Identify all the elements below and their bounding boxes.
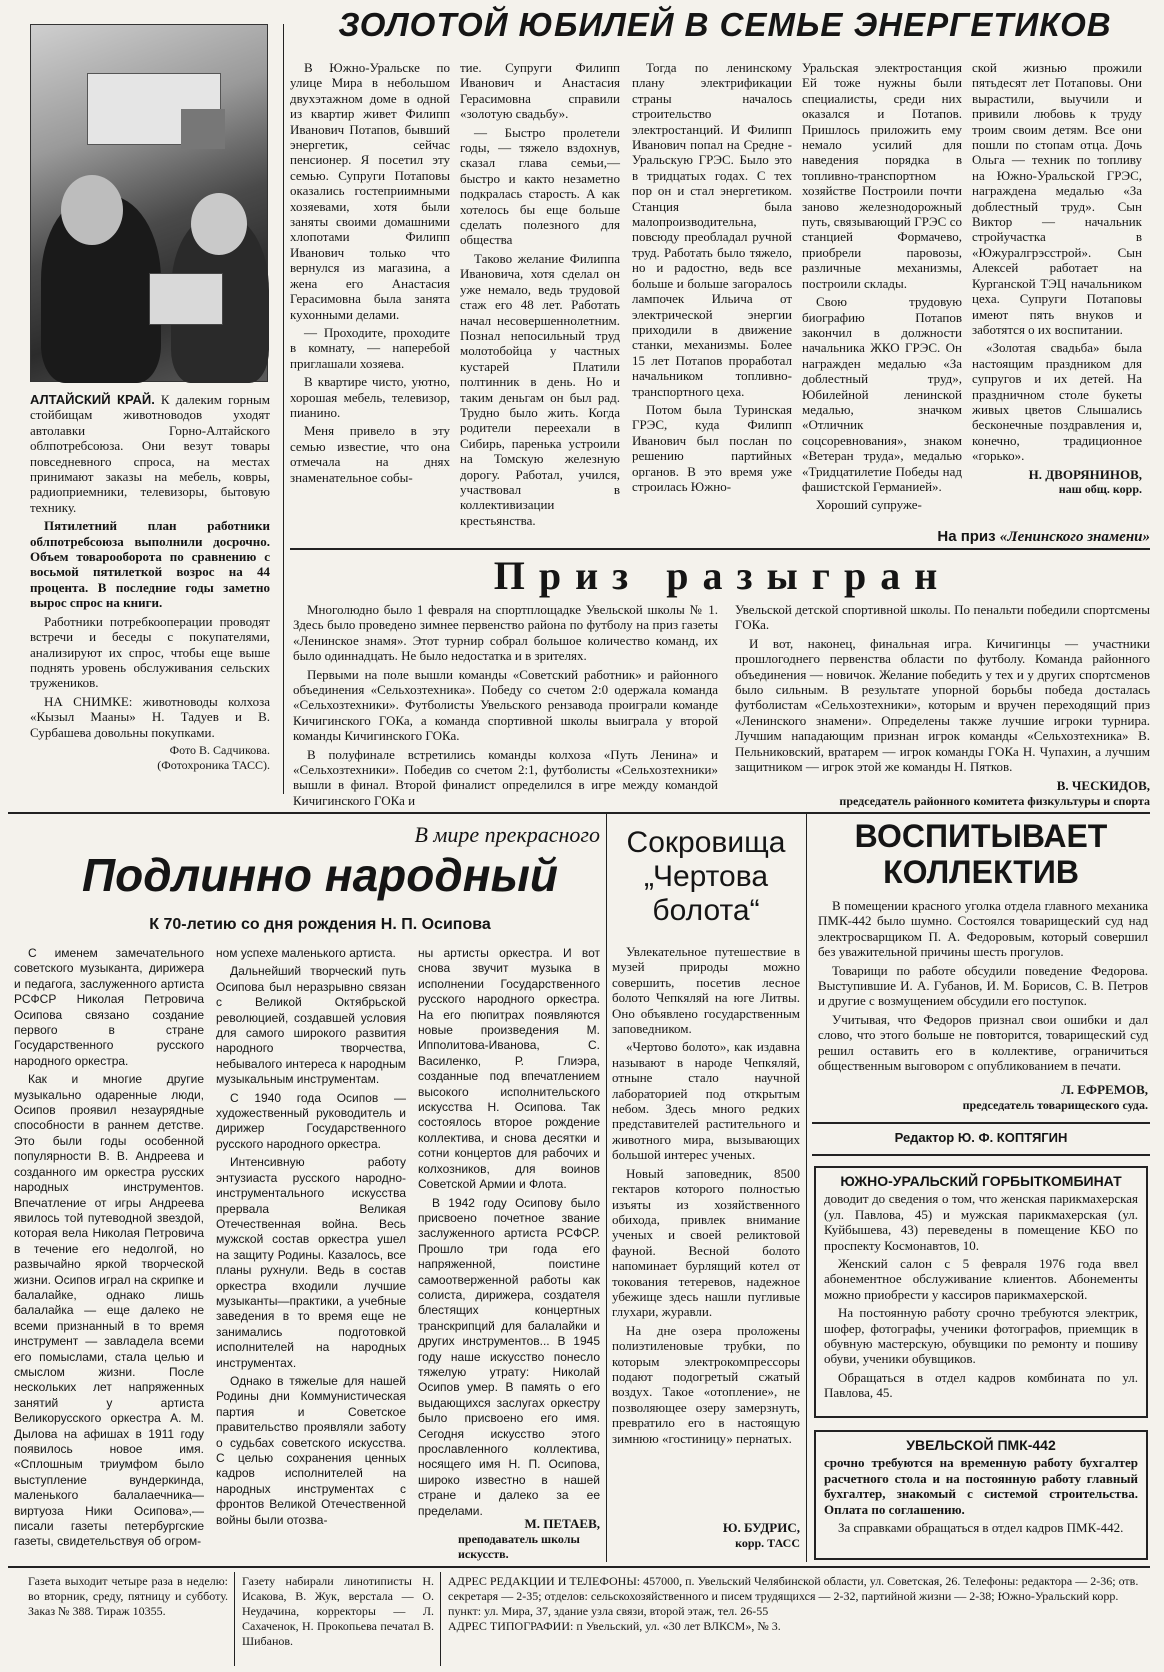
caption-p4: НА СНИМКЕ: животноводы колхоза «Кызыл Мааны» Н. Тадуев и В. Сурбашева довольны покупками. [30, 693, 270, 740]
osipov-signature: М. ПЕТАЕВ, [524, 1516, 600, 1531]
prize-c2-p2: И вот, наконец, финальная игра. Кичигинцы — участники прошлогоднего первенства области по футболу. Команда районного объединения — новичок. Желание победить у тех и у других спортсменов было сильным. В результате упорной борьбы победа досталась футболистам «Сельхозтехники», которым и вручен переходящий приз «Ленинского знамени». Определены также лучшие игроки турнира. Лучшим нападающим признан игрок команды «Сельхозтехника» В. Пельниковский, вратарем — игрок команды ГОКа Н. Чупахин, а лучшим защитником — игрок этой же команды Н. Пятков. [735, 635, 1150, 775]
caption-credit-2: (Фотохроника ТАСС). [157, 758, 270, 773]
golden-c2-p1: тие. Супруги Филипп Иванович и Анастасия Герасимовна справили «золотую свадьбу». [460, 60, 620, 122]
prize-signature-block [735, 778, 1150, 814]
osipov-col-1 [14, 946, 204, 1558]
collective-signature-block [818, 1082, 1148, 1118]
ad-gorbytkombinat [814, 1166, 1148, 1418]
golden-c1-p4: Меня привело в эту семью известие, что она отмечала на днях знаменательное собы- [290, 423, 450, 485]
osipov-c2-p1: ном успехе маленького артиста. [216, 946, 396, 960]
collective-title [812, 818, 1150, 898]
ad1-p3: На постоянную работу срочно требуются электрик, шофер, фотографы, ученики фотографов, приемщик в обувную мастерскую, обувщики по ремонту и пошиву обуви, ученики обувщиков. [824, 1305, 1138, 1367]
footer-editorial-address: АДРЕС РЕДАКЦИИ И ТЕЛЕФОНЫ: 457000, п. Увельский Челябинской области, ул. Советская, 26. Телефоны: редактора — 2-36; отв. секретаря — 2-35; отделов: сельскохозяйственного и писем трудящихся — 2-32, партийной жизни — 2-38; Южно-Уральский корр. пункт: ул. Мира, 37, здание узла связи, второй этаж, тел. 26-55 [448, 1574, 1139, 1618]
treasures-signature-block [612, 1520, 800, 1560]
golden-signature: Н. ДВОРЯНИНОВ, [1028, 466, 1142, 482]
golden-headline: ЗОЛОТОЙ ЮБИЛЕЙ В СЕМЬЕ ЭНЕРГЕТИКОВ [338, 6, 1112, 43]
footer-divider-2 [440, 1572, 441, 1666]
footer-printing-address: АДРЕС ТИПОГРАФИИ: п Увельский, ул. «30 лет ВЛКСМ», № 3. [448, 1619, 781, 1633]
osipov-signature-role: преподаватель школы искусств. [458, 1532, 580, 1561]
golden-col-1 [290, 60, 450, 515]
osipov-c2-p2: Дальнейший творческий путь Осипова был неразрывно связан с Великой Октябрьской революцией, создавшей условия для самого широкого развития народного творчества, небывалого интереса к народным музыкальным инструментам. [216, 964, 406, 1087]
divider-photo [283, 24, 284, 794]
golden-col-3 [632, 60, 792, 515]
ad2-p1: срочно требуются на временную работу бухгалтер расчетного стола и на постоянную работу главный бухгалтер, знакомый с системой строительства. Оплата по соглашению. [824, 1455, 1138, 1517]
golden-col-5 [972, 60, 1142, 530]
osipov-rubric: В мире прекрасного [414, 822, 600, 847]
ad2-title: УВЕЛЬСКОЙ ПМК-442 [906, 1437, 1056, 1453]
treasures-title [612, 826, 800, 936]
caption-p2: Пятилетний план работники облпотребсоюза выполнили досрочно. Объем товарооборота по сравнению с восьмой пятилеткой возрос на 44 процента. В последние годы заметно вырос спрос на книги. [30, 518, 270, 611]
golden-c4-p2: Свою трудовую биографию Потапов закончил в должности начальника ЖКО ГРЭС. Он награжден медалью «За доблестный труд», Юбилейной ленинской медалью, значком «Отличник соцсоревнования», знаком «Ветеран труда», медалью «Тридцатилетие Победы над фашистской Германией». [802, 294, 962, 494]
osipov-c2-p5: Однако в тяжелые для нашей Родины дни Коммунистическая партия и Советское правительство проявляли заботу о судьбах советского искусства. С целью сохранения ценных кадров исполнителей на народных инструментах с фронтов Великой Отечественной войны были отозва- [216, 1373, 406, 1527]
purchase-box [149, 273, 223, 325]
prize-top-rule [290, 548, 1150, 550]
osipov-c3-p2: В 1942 году Осипову было присвоено почетное звание заслуженного артиста РСФСР. Прошло три года его напряженной, поистине самоотверженной работы как солиста, дирижера, создателя блестящих концертных транскрипций для балалайки и других инструментов... В 1945 году наше искусство понесло тяжелую утрату: Николай Осипов умер. В память о его выдающихся заслугах оркестру было присвоено его имя. Сегодня искусство этого прославленного коллектива, носящего имя Н. П. Осипова, широко известно в нашей стране и далеко за ее пределами. [418, 1195, 600, 1518]
collective-p3: Учитывая, что Федоров признал свои ошибки и дал слово, что этого больше не повторится, товарищеский суд решил оставить его в коллективе, ограничиться общественным выговором с опубликованием в печати. [818, 1011, 1148, 1074]
ad1-p1: доводит до сведения о том, что женская парикмахерская (ул. Павлова, 45) и мужская парикмахерская (ул. Куйбышева, 43) переведены в помещение КБО по проспекту Космонавтов, 10. [824, 1191, 1138, 1253]
osipov-signature-block [418, 1516, 600, 1561]
footer-address [448, 1574, 1150, 1666]
prize-signature-role: председатель районного комитета физкультуры и спорта [839, 794, 1150, 808]
editor-rule [812, 1122, 1150, 1124]
treasures-p3: Новый заповедник, 8500 гектаров которого полностью изъяты из хозяйственного обихода, привлек внимание ученых и своей реликтовой фауной. Весной болото напоминает бурлящий котел от токования тетеревов, надежное убежище здесь нашли пугливые глухари, журавли. [612, 1165, 800, 1320]
treasures-title-1: Сокровища [626, 826, 786, 859]
golden-c3-p2: Потом была Туринская ГРЭС, куда Филипп Иванович был послан по решению партийных органов. В это время уже строилась Южно- [632, 401, 792, 494]
prize-c1-p3: В полуфинале встретились команды колхоза «Путь Ленина» и «Сельхозтехники». Победив со счетом 2:1, футболисты «Сельхозтехники» вышли в финал. Второй финалист определился в игре между командой Кичигинского ГОКа и [293, 746, 718, 808]
golden-c1-p1: В Южно-Уральске по улице Мира в небольшом двухэтажном доме в одной из квартир живет Филипп Иванович Потапов, бывший энергетик, сейчас пенсионер. Я посетил эту семью. Супруги Потаповы оказались гостеприимными хозяевами, хотя были заняты своими домашними хлопотами Филипп Иванович только что вернулся из магазина, а жена его Анастасия Герасимовна была занята кухонными делами. [290, 60, 450, 322]
osipov-col-2 [216, 946, 406, 1558]
ad2-p2: За справками обращаться в отдел кадров ПМК-442. [838, 1520, 1124, 1536]
collective-signature-role: председатель товарищеского суда. [962, 1098, 1148, 1112]
osipov-col-3 [418, 946, 600, 1516]
golden-c4-p1: Уральская электростанция Ей тоже нужны были специалисты, среди них оказался и Потапов. Пришлось приложить ему немало усилий для наведения порядка в топливно-транспортном хозяйстве Построили почти заново железнодорожный путь, связывающий ГРЭС со станцией Формачево, приобрели паровозы, различные механизмы, построили склады. [802, 60, 962, 291]
prize-col-1 [293, 602, 718, 807]
footer-rule [8, 1566, 1150, 1568]
divider-treasures [806, 814, 807, 1562]
truck-cab [181, 109, 225, 149]
photo-altai [30, 24, 268, 382]
osipov-c1-p1: С именем замечательного советского музыканта, дирижера и педагога, заслуженного артиста РСФСР Николая Петровича Осипова связано создание первого в стране Государственного русского народного оркестра. [14, 946, 204, 1068]
mid-rule [8, 812, 1150, 814]
prize-c1-p1: Многолюдно было 1 февраля на спортплощадке Увельской школы № 1. Здесь было проведено зимнее первенство района по футболу на приз газеты «Ленинское знамя». Этот турнир собрал большое количество команд, их было одиннадцать. Не было недостатка и в зрителях. [293, 602, 718, 664]
caption-text: К далеким горным стойбищам животноводов уходят автолавки Горно-Алтайского облпотребсоюза. Они везут товары повседневного спроса, на местах принимают заказы на мебель, ковры, радиоприемники, телевизоры, бытовую технику. [30, 392, 270, 515]
treasures-p4: На дне озера проложены полиэтиленовые трубки, по которым электрокомпрессоры подают подогретый сжатый воздух. Такое «отопление», не позволяющее озеру замерзнуть, превратило его в настоящую зимнюю «гостиницу» пернатых. [612, 1322, 800, 1446]
osipov-c2-p3: С 1940 года Осипов — художественный руководитель и дирижер Государственного русского народного оркестра. [216, 1090, 406, 1151]
treasures-p1: Увлекательное путешествие в музей природы можно совершить, посетив лесное болото Чепкяляй на юге Литвы. Оно объявлено государственным заповедником. [612, 944, 800, 1037]
collective-title-1: ВОСПИТЫВАЕТ [854, 818, 1108, 854]
person-right-face [191, 193, 247, 255]
treasures-body [612, 944, 800, 1522]
prize-c1-p2: Первыми на поле вышли команды «Советский работник» и районного объединения «Сельхозтехника». Победу со счетом 2:0 одержала команда «Сельхозтехники». Футболисты Увельского рензавода проиграли команде Кичигинского ГОКа, а команда спортивной школы выиграла у второй команды Кичигинского ГОКа. [293, 666, 718, 744]
golden-c1-p3: В квартире чисто, уютно, хорошая мебель, телевизор, пианино. [290, 374, 450, 420]
divider-osipov [606, 814, 607, 1562]
golden-c5-p2: «Золотая свадьба» была настоящим праздником для супругов и их детей. На праздничном столе букеты живых цветов Слышались бесконечные поздравления и, конечно, традиционное «горько». [972, 340, 1142, 464]
golden-col-2 [460, 60, 620, 528]
footer-divider-1 [234, 1572, 235, 1666]
treasures-title-3: болота“ [652, 894, 760, 927]
editor-rule-2 [812, 1154, 1150, 1156]
golden-c2-p3: Таково желание Филиппа Ивановича, хотя сделал он уже немало, ведь трудовой стаж его 48 лет. Работать начал несовершеннолетним. Познал непосильный труд молотобойца у частных кустарей Платили полтинник в день. Но и таким деньгам он был рад. Трудно было жить. Когда родители переехали в Сибирь, паренька устроили на Томскую железную дорогу. Работал, учился, участвовал в коллективизации крестьянства. [460, 250, 620, 528]
ad1-p4: Обращаться в отдел кадров комбината по ул. Павлова, 45. [824, 1369, 1138, 1401]
photo-caption [30, 392, 270, 787]
osipov-c3-p1: ны артисты оркестра. И вот снова звучит музыка в исполнении Государственного русского народного оркестра. На его пюпитрах появляются новые произведения М. Ипполитова-Иванова, С. Василенко, Р. Глиэра, созданные под впечатлением высокого исполнительского искусства Н. Осипова. Так состоялось второе рождение коллектива, и снова десятки и сотни концертов для рабочих и колхозников, для воинов Советской Армии и Флота. [418, 946, 600, 1192]
golden-col-4 [802, 60, 962, 515]
prize-title: Приз разыгран [493, 553, 952, 598]
golden-signature-role: наш общ. корр. [1058, 481, 1142, 496]
collective-p2: Товарищи по работе обсудили поведение Федорова. Выступившие И. А. Губанов, И. М. Борисов, С. В. Петров и другие с возмущением обсудили его поступок. [818, 962, 1148, 1009]
treasures-signature: Ю. БУДРИС, [722, 1520, 800, 1535]
prize-kicker-name: «Ленинского знамени» [999, 529, 1150, 545]
prize-col-2 [735, 602, 1150, 777]
osipov-c1-p2: Как и многие другие музыкально одаренные люди, Осипов проявил незаурядные способности в раннем детстве. Это были годы особенной популярности В. В. Андреева и созданного им оркестра русских народных инструментов. Впечатление от игры Андреева явилось той путеводной звездой, которая вела Николая Петровича в течение его недолгой, но развычайно яркой творческой жизни. Осипов играл на скрипке и балалайке, однако лишь балалайка — еще далеко не всеми признанный в то время инструмент — завладела всеми его помыслами, стала целью и смыслом жизни. После нескольких лет напряженных занятий у артиста Великорусского оркестра А. М. Дылова на афишах в 1911 году появилось новое имя. «Сплошным триумфом было выступление вундеркинда, маленького балалаечника—виртуоза Ники Осипова»,—писали газеты петербургские газеты, свидетельствуя об огром- [14, 1072, 204, 1549]
treasures-title-2: „Чертова [643, 860, 769, 893]
caption-credit-1: Фото В. Садчикова. [169, 742, 270, 757]
person-left-face [61, 175, 123, 245]
golden-c4-p3: Хороший супруже- [816, 497, 922, 513]
osipov-c2-p4: Интенсивную работу энтузиаста русского народно-инструментального искусства прервала Великая Отечественная война. Весь мужской состав оркестра ушел на защиту Родины. Казалось, все планы рухнули. Ведь в состав оркестра входили лучшие музыканты—практики, а учебные заведения в то время еще не занимались подготовкой исполнителей на народных инструментах. [216, 1155, 406, 1370]
editor-line: Редактор Ю. Ф. КОПТЯГИН [894, 1130, 1068, 1145]
prize-signature: В. ЧЕСКИДОВ, [1056, 778, 1150, 793]
collective-body [818, 898, 1148, 1078]
prize-c2-p1: Увельской детской спортивной школы. По пенальти победили спортсмены ГОКа. [735, 602, 1150, 633]
footer-staff: Газету набирали линотиписты Н. Исакова, В. Жук, верстала — О. Неудачина, корректоры — Л. Сахаченок, Н. Прокопьева печатал В. Шибанов. [242, 1574, 434, 1648]
osipov-title: Подлинно народный [82, 849, 558, 901]
caption-title: АЛТАЙСКИЙ КРАЙ. [30, 392, 155, 407]
collective-title-2: КОЛЛЕКТИВ [883, 854, 1079, 890]
golden-c5-p1: ской жизнью прожили пятьдесят лет Потаповы. Они вырастили, выучили и привили любовь к труду троим своим детям. Все они пошли по стопам отца. Дочь Ольга — техник по топливу на Южно-Уральской ГРЭС, награждена медалью «За доблестный труд». Сын Виктор — начальник стройучастка в «Южуралгрэсстрой». Сын Алексей работает на Курганской ТЭЦ начальником цеха. Супруги Потаповы имеют пять внуков и заботятся о их воспитании. [972, 60, 1142, 337]
golden-c3-p1: Тогда по ленинскому плану электрификации страны началось строительство электростанций. И Филипп Иванович попал на Средне - Уральскую ГРЭС. Было это в тридцатых годах. С тех пор он и стал энергетиком. Станция была малопроизводительна, повсюду преобладал ручной труд. Работать было тяжело, но и радостно, ведь все больше и больше загоралось лампочек Ильича от электрической энергии приходили в движение станки, механизмы. Более 15 лет Потапов проработал начальником топливно-транспортного цеха. [632, 60, 792, 399]
collective-p1: В помещении красного уголка отдела главного механика ПМК-442 было шумно. Состоялся товарищеский суд над электросварщиком П. А. Федоровым, который совершил без уважительной причины шесть прогулов. [818, 898, 1148, 960]
ad1-title: ЮЖНО-УРАЛЬСКИЙ ГОРБЫТКОМБИНАТ [840, 1173, 1122, 1189]
ad1-p2: Женский салон с 5 февраля 1976 года ввел абонементное обслуживание клиентов. Абонементы можно приобрести у кассиров парикмахерской. [824, 1256, 1138, 1302]
collective-signature: Л. ЕФРЕМОВ, [1061, 1082, 1148, 1097]
prize-kicker-lead: На приз [937, 528, 996, 545]
golden-c1-p2: — Проходите, проходите в комнату, — наперебой приглашали хозяева. [290, 324, 450, 371]
footer-schedule: Газета выходит четыре раза в неделю: во вторник, среду, пятницу и субботу. Заказ № 388. Тираж 10355. [28, 1574, 228, 1618]
golden-c2-p2: — Быстро пролетели годы, — тяжело вздохнув, сказал глава семьи,— быстро и както незаметно подкралась старость. А как хотелось бы еще больше сделать полезного для общества [460, 124, 620, 248]
osipov-subtitle: К 70-летию со дня рождения Н. П. Осипова [149, 916, 491, 933]
caption-p1 [30, 392, 270, 515]
caption-p3: Работники потребкооперации проводят встречи и беседы с покупателями, анализируют их спрос, чтобы еще выше поднять уровень обслуживания сельских тружеников. [30, 613, 270, 691]
prize-kicker [830, 528, 1150, 550]
treasures-p2: «Чертово болото», как издавна называют в народе Чепкяляй, отныне стало научной лабораторией под открытым небом. Здесь много редких представителей растительного и животного мира, вызывающих большой интерес ученых. [612, 1039, 800, 1163]
treasures-signature-role: корр. ТАСС [735, 1536, 800, 1550]
ad-pmk442 [814, 1430, 1148, 1560]
